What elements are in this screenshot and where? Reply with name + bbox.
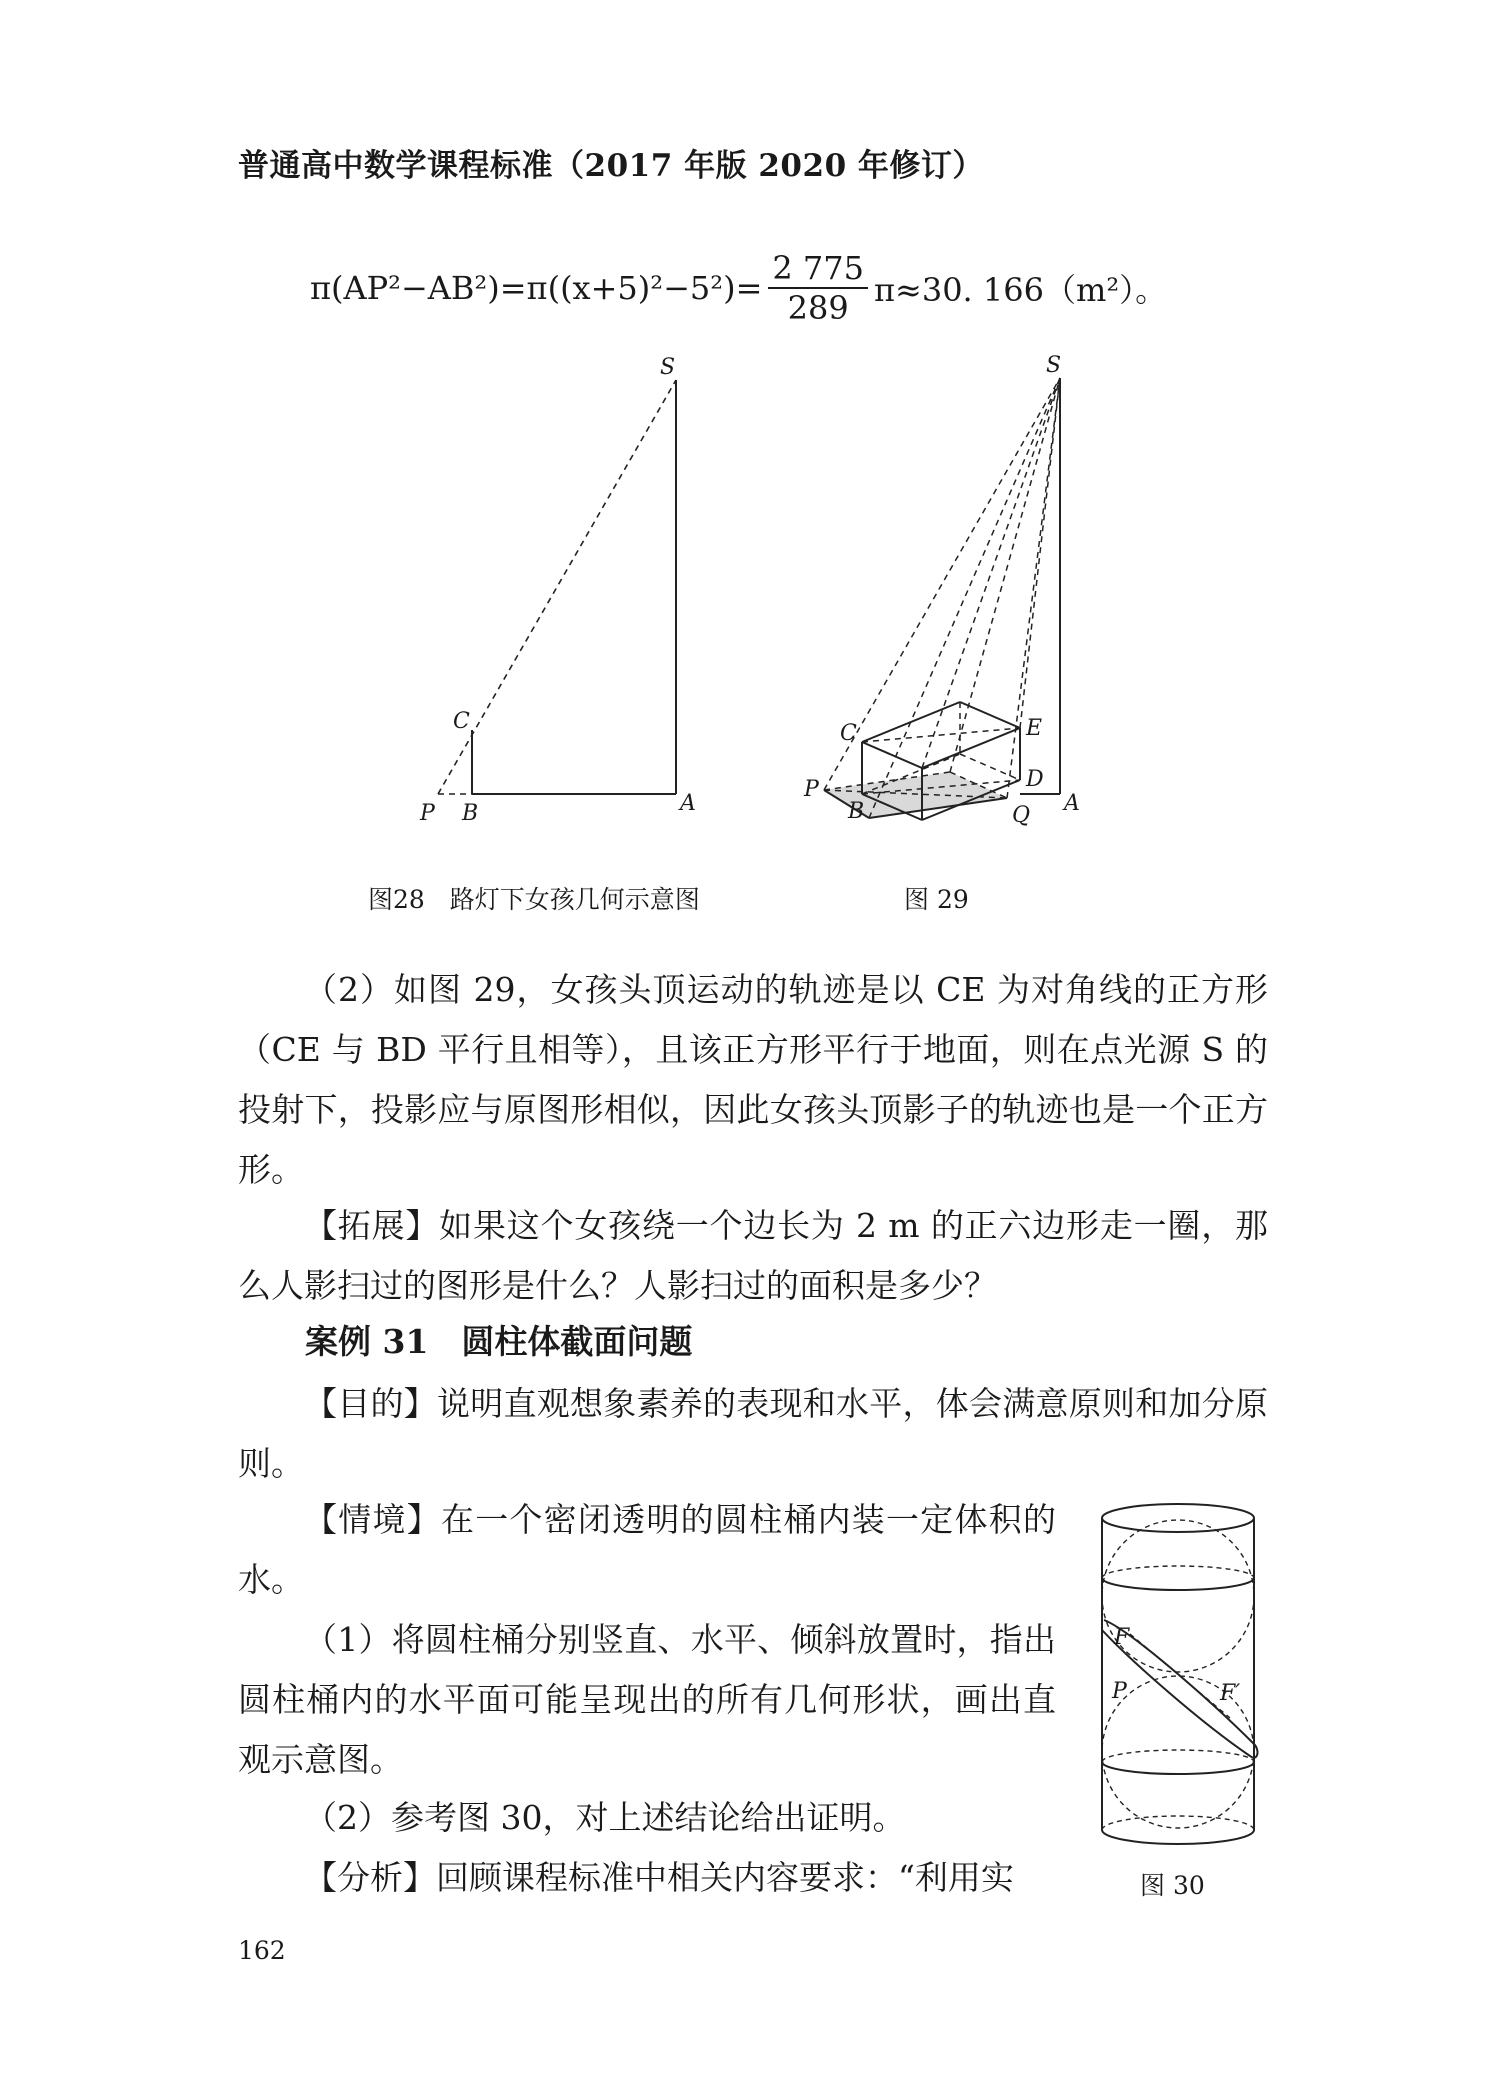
upper-water-front — [1102, 1578, 1254, 1590]
label-C: C — [453, 709, 470, 734]
ray-S-shadow — [950, 378, 1060, 772]
formula-denominator: 289 — [787, 289, 849, 327]
formula-lhs: π(AP²−AB²)=π((x+5)²−5²)= — [310, 269, 763, 307]
label-P: P — [1112, 1679, 1127, 1704]
paragraph-analysis: 【分析】回顾课程标准中相关内容要求：“利用实 — [304, 1858, 1014, 1897]
diagonal-CE — [862, 728, 1020, 742]
figure-28-caption: 图28 路灯下女孩几何示意图 — [368, 885, 700, 914]
label-P: P — [420, 801, 435, 826]
label-S: S — [660, 355, 676, 380]
label-F: F — [1114, 1625, 1130, 1650]
area-formula — [310, 248, 1167, 328]
ray-SE — [1020, 378, 1060, 728]
label-S: S — [1046, 353, 1062, 378]
page-header-title: 普通高中数学课程标准（2017 年版 2020 年修订） — [238, 148, 984, 184]
page-number: 162 — [238, 1936, 286, 1965]
figure-28-diagram — [400, 350, 720, 830]
label-A: A — [680, 791, 696, 816]
ray-SB — [869, 378, 1060, 818]
label-E: E — [1026, 716, 1043, 741]
box-top-front — [922, 728, 1020, 768]
paragraph-question-1: （1）将圆柱桶分别竖直、水平、倾斜放置时，指出圆柱桶内的水平面可能呈现出的所有几何形状，画出直观示意图。 — [238, 1620, 1056, 1779]
paragraph-purpose: 【目的】说明直观想象素养的表现和水平，体会满意原则和加分原则。 — [238, 1384, 1268, 1483]
figure-30-caption: 图 30 — [1140, 1871, 1205, 1900]
ray-SP — [824, 378, 1060, 790]
dashed-lines — [824, 378, 1060, 818]
label-F-prime: F′ — [1220, 1681, 1241, 1706]
paragraph-trajectory: （2）如图 29，女孩头顶运动的轨迹是以 CE 为对角线的正方形（CE 与 BD 平行且相等），且该正方形平行于地面，则在点光源 S 的投射下，投影应与原图形相似，因此女孩头顶影子的轨迹也是一个正方形。 — [238, 970, 1268, 1189]
lower-water-back — [1102, 1750, 1254, 1762]
paragraph-situation: 【情境】在一个密闭透明的圆柱桶内装一定体积的水。 — [238, 1500, 1056, 1599]
paragraph-question-2: （2）参考图 30，对上述结论给出证明。 — [304, 1798, 906, 1837]
cylinder-bottom-front — [1102, 1830, 1254, 1844]
formula-fraction — [768, 249, 868, 327]
light-ray-line — [438, 380, 676, 794]
label-B: B — [848, 799, 865, 824]
cylinder-top-ellipse — [1102, 1504, 1254, 1532]
paragraph-extension: 【拓展】如果这个女孩绕一个边长为 2 m 的正六边形走一圈，那么人影扫过的图形是什么？人影扫过的面积是多少？ — [238, 1206, 1268, 1305]
figure-30-diagram — [1090, 1500, 1270, 1850]
label-A: A — [1064, 791, 1080, 816]
figure-29-diagram — [790, 350, 1110, 830]
formula-rhs: π≈30. 166（m²）。 — [873, 271, 1168, 309]
label-B: B — [462, 801, 479, 826]
label-P: P — [804, 777, 819, 802]
focal-line — [1130, 1634, 1230, 1718]
upper-water-back — [1102, 1566, 1254, 1578]
formula-numerator: 2 775 — [768, 249, 868, 289]
label-Q: Q — [1012, 803, 1031, 828]
lower-water-front — [1102, 1762, 1254, 1774]
hidden-bottom-right — [960, 754, 1020, 780]
label-C: C — [840, 721, 857, 746]
figure-29-caption: 图 29 — [904, 885, 969, 914]
label-D: D — [1026, 767, 1044, 792]
section-heading-case-31: 案例 31 圆柱体截面问题 — [305, 1322, 693, 1361]
